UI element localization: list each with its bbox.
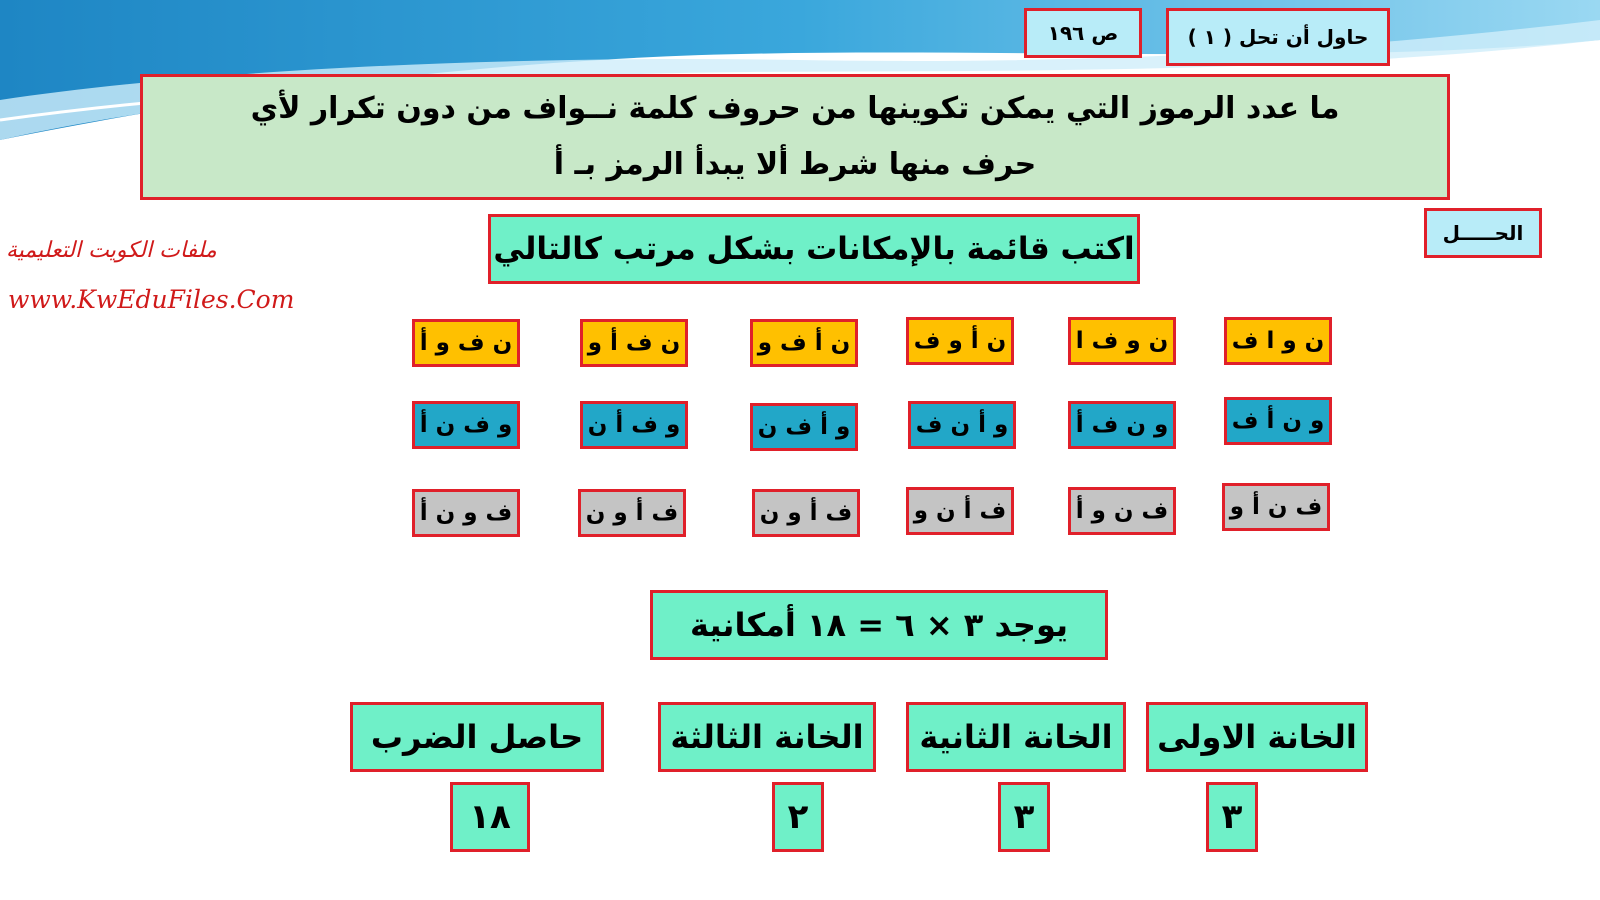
arrangement-cell: و أ ن ف bbox=[908, 401, 1016, 449]
question-line-2: حرف منها شرط ألا يبدأ الرمز بـ أ bbox=[553, 147, 1037, 182]
value-product: ١٨ bbox=[450, 782, 530, 852]
try-to-solve-tag: حاول أن تحل ( ١ ) bbox=[1166, 8, 1390, 66]
arrangement-cell: ف و ن أ bbox=[412, 489, 520, 537]
arrangement-cell: و ن ف أ bbox=[1068, 401, 1176, 449]
watermark-url: www.KwEduFiles.Com bbox=[8, 285, 295, 314]
result-box: يوجد ٣ × ٦ = ١٨ أمكانية bbox=[650, 590, 1108, 660]
arrangement-cell: ن و ا ف bbox=[1224, 317, 1332, 365]
arrangement-cell: و أ ف ن bbox=[750, 403, 858, 451]
arrangement-cell: ن أ ف و bbox=[750, 319, 858, 367]
arrangement-cell: ف أ و ن bbox=[578, 489, 686, 537]
value-second-position: ٣ bbox=[998, 782, 1050, 852]
arrangement-cell: ف ن و أ bbox=[1068, 487, 1176, 535]
header-product: حاصل الضرب bbox=[350, 702, 604, 772]
question-line-1: ما عدد الرموز التي يمكن تكوينها من حروف كلمة نــواف من دون تكرار لأي bbox=[250, 91, 1340, 126]
value-third-position: ٢ bbox=[772, 782, 824, 852]
arrangement-cell: ف أ و ن bbox=[752, 489, 860, 537]
header-second-position: الخانة الثانية bbox=[906, 702, 1126, 772]
watermark-arabic: ملفات الكويت التعليمية bbox=[6, 238, 217, 263]
solution-label: الحـــــل bbox=[1424, 208, 1542, 258]
arrangement-cell: و ن أ ف bbox=[1224, 397, 1332, 445]
header-third-position: الخانة الثالثة bbox=[658, 702, 876, 772]
arrangement-cell: ن ف و أ bbox=[412, 319, 520, 367]
instruction-box: اكتب قائمة بالإمكانات بشكل مرتب كالتالي bbox=[488, 214, 1140, 284]
value-first-position: ٣ bbox=[1206, 782, 1258, 852]
arrangement-cell: ف ن أ و bbox=[1222, 483, 1330, 531]
arrangement-cell: ف أ ن و bbox=[906, 487, 1014, 535]
arrangement-cell: و ف أ ن bbox=[580, 401, 688, 449]
header-first-position: الخانة الاولى bbox=[1146, 702, 1368, 772]
arrangement-cell: ن ف أ و bbox=[580, 319, 688, 367]
question-box bbox=[140, 74, 1450, 200]
arrangement-cell: و ف ن أ bbox=[412, 401, 520, 449]
page-number-tag: ص ١٩٦ bbox=[1024, 8, 1142, 58]
arrangement-cell: ن أ و ف bbox=[906, 317, 1014, 365]
arrangement-cell: ن و ف ا bbox=[1068, 317, 1176, 365]
